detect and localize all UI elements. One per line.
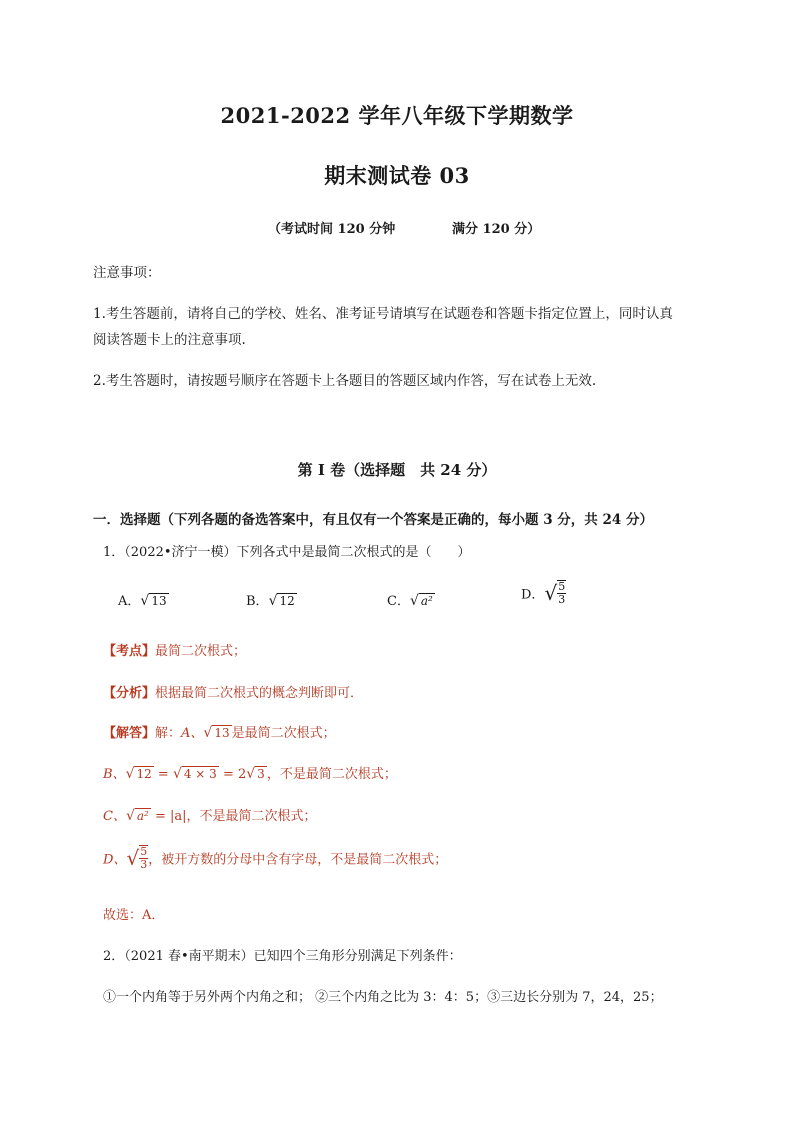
- part-heading: 一．选择题（下列各题的备选答案中，有且仅有一个答案是正确的，每小题 3 分，共 24 分）: [93, 512, 653, 528]
- exam-time: （考试时间 120 分钟: [268, 222, 396, 237]
- q1-fenxi: 【分析】根据最简二次根式的概念判断即可．: [103, 686, 364, 701]
- q1-kaodian: 【考点】最简二次根式；: [103, 644, 247, 659]
- option-label: D．: [521, 587, 545, 603]
- full-score: 满分 120 分）: [452, 222, 541, 237]
- sqrt-13: √ 13: [140, 593, 167, 609]
- title-line2: 期末测试卷 03: [324, 163, 470, 188]
- kaodian-tag: 【考点】: [103, 644, 156, 659]
- notice-heading: 注意事项：: [93, 265, 161, 281]
- q2-stem: 2．（2021 春•南平期末）已知四个三角形分别满足下列条件：: [103, 949, 462, 964]
- q1-option-d: D．√ $\frac{5}{3}$: [521, 580, 566, 606]
- q1-line-c: C、√ a² = |a|，不是最简二次根式；: [103, 808, 317, 824]
- notice-item1-line2: 阅读答题卡上的注意事项.: [93, 332, 246, 348]
- q1-option-c: [387, 590, 435, 609]
- jieda-tag: 【解答】: [103, 726, 156, 741]
- sqrt-a-squared: √ a²: [409, 593, 433, 609]
- notice-item1-line1: 1.考生答题前，请将自己的学校、姓名、准考证号请填写在试题卷和答题卡指定位置上，同时认真: [93, 306, 673, 322]
- fraction-5-3: $\frac{5}{3}$: [558, 580, 566, 606]
- q1-option-b: [246, 590, 297, 609]
- fenxi-tag: 【分析】: [103, 686, 156, 701]
- sqrt-12: √ 12: [268, 593, 295, 609]
- section-title: 第 I 卷（选择题 共 24 分）: [297, 461, 497, 479]
- q1-jieda: 【解答】解：A、√ 13 是最简二次根式；: [103, 725, 336, 741]
- option-label: C．: [387, 594, 410, 609]
- notice-item2: 2.考生答题时，请按题号顺序在答题卡上各题目的答题区域内作答，写在试卷上无效.: [93, 373, 597, 389]
- q2-conditions: ①一个内角等于另外两个内角之和； ②三个内角之比为 3：4：5；③三边长分别为 7，24，25；: [103, 990, 663, 1005]
- q1-line-d: D、√ $\frac{5}{3}$ ，被开方数的分母中含有字母，不是最简二次根式；: [103, 845, 448, 871]
- q1-option-a: [118, 590, 169, 609]
- title-line1: 2021-2022 学年八年级下学期数学: [220, 103, 574, 128]
- q1-stem: 1．（2022•济宁一模）下列各式中是最简二次根式的是（ ）: [103, 545, 471, 560]
- q1-line-b: B、√ 12 = √ 4 × 3 = 2√ 3 ，不是最简二次根式；: [103, 766, 397, 782]
- q1-answer: 故选：A．: [103, 908, 165, 923]
- option-label: B．: [246, 594, 269, 609]
- option-label: A．: [118, 594, 141, 609]
